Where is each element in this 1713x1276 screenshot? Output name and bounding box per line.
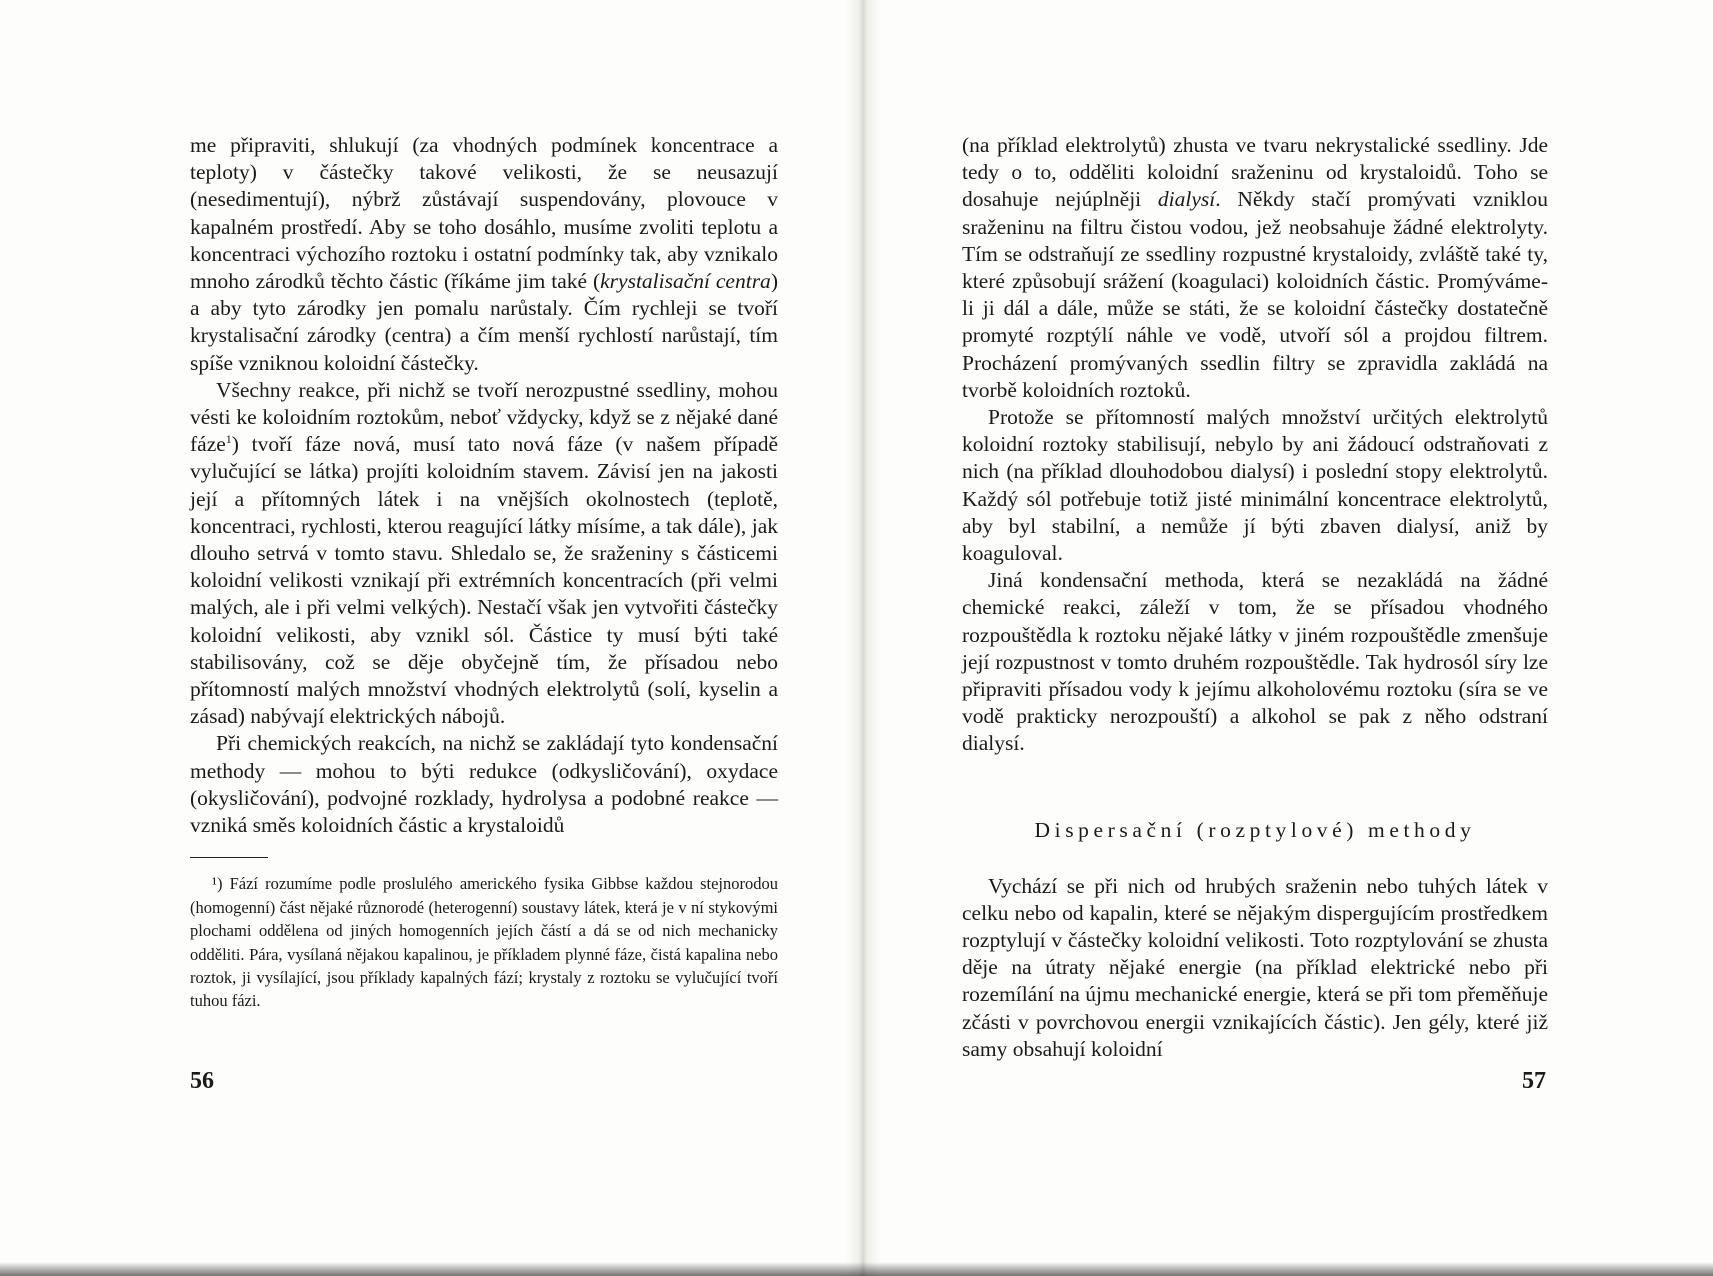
left-paragraph-1: me připraviti, shlukují (za vhodných podmínek koncentrace a teploty) v částečky takové velikosti, že se neusazují (nesedimentují), nýbrž zůstávají suspendovány, plovouce v kapalném prostředí. Aby se toho dosáhlo, musíme zvoliti teplotu a koncentraci výchozího roztoku i ostatní podmínky tak, aby vznikalo mnoho zárodků těchto částic (říkáme jim také (krystalisační centra) a aby tyto zárodky jen pomalu narůstaly. Čím rychleji se tvoří krystalisační zárodky (centra) a čím menší rychlostí narůstají, tím spíše vzniknou koloidní částečky. <box>190 133 778 375</box>
page-bottom-shadow <box>0 1262 1713 1276</box>
left-p1-text: me připraviti, shlukují (za vhodných podmínek koncentrace a teploty) v částečky takové velikosti, že se neusazují (nesedimentují), nýbrž zůstávají suspendovány, plovouce v kapalném prostředí. Aby se toho dosáhlo, musíme zvoliti teplotu a koncentraci výchozího roztoku i ostatní podmínky tak, aby vznikalo mnoho zárodků těchto částic (říkáme jim také <box>190 133 778 294</box>
right-paragraph-4: Vychází se při nich od hrubých sraženin nebo tuhých látek v celku nebo od kapalin, které se nějakým dispergujícím prostředkem rozptylují v částečky koloidní velikosti. Toto rozptylování se zhusta děje na útraty nějaké energie (na příklad elektrické nebo při rozemílání na újmu mechanické energie, která se při tom přeměňuje zčásti v povrchovou energii vznikajících částic). Jen gély, které již samy obsahují koloidní <box>962 873 1548 1061</box>
page-number-right: 57 <box>1522 1068 1546 1094</box>
left-p1-rest: ) a aby tyto zárodky jen pomalu narůstaly. Čím rychleji se tvoří krystalisační zárodky (centra) a čím menší rychlostí narůstají, tím spíše vzniknou koloidní částečky. <box>190 269 778 375</box>
footnote-ref: 1 <box>225 432 232 447</box>
right-p1-text: (na příklad elektrolytů) zhusta ve tvaru nekrystalické ssedliny. Jde tedy o to, odděliti koloidní sraženinu od krystaloidů. Toho se dosahuje nejúplněji <box>962 133 1548 212</box>
left-paragraph-3: Při chemických reakcích, na nichž se zakládají tyto kondensační methody — mohou to býti redukce (odkysličování), oxydace (okysličování), podvojné rozklady, hydrolysa a podobné reakce — vzniká směs koloidních částic a krystaloidů <box>190 731 778 838</box>
left-p1-italic: krystalisační centra <box>600 269 771 294</box>
right-paragraph-3: Jiná kondensační methoda, která se nezakládá na žádné chemické reakci, záleží v tom, že se přísadou vhodného rozpouštědla k roztoku nějaké látky v jiném rozpouštědle zmenšuje její rozpustnost v tomto druhém rozpouštědle. Tak hydrosól síry lze připraviti přísadou vody k jejímu alkoholovému roztoku (síra se ve vodě prakticky nerozpouští) a alkohol se pak z něho odstraní dialysí. <box>962 568 1548 756</box>
right-p1-italic: dialysí <box>1157 187 1216 212</box>
left-p2-text: Všechny reakce, při nichž se tvoří nerozpustné ssedliny, mohou vésti ke koloidním roztokům, neboť vždycky, když se z nějaké dané fáze <box>190 377 778 457</box>
page-number-left: 56 <box>190 1068 214 1094</box>
right-paragraph-2: Protože se přítomností malých množství určitých elektrolytů koloidní roztoky stabilisují, nebylo by ani žádoucí odstraňovati z nich (na příklad dlouhodobou dialysí) i poslední stopy elektrolytů. Každý sól potřebuje totiž jisté minimální koncentrace elektrolytů, aby byl stabilní, a nemůže jí býti zbaven dialysí, aniž by koaguloval. <box>962 405 1548 566</box>
section-heading: Dispersační (rozptylové) methody <box>1034 817 1476 842</box>
right-p1-rest: . Někdy stačí promývati vzniklou sraženinu na filtru čistou vodou, jež neobsahuje žádné elektrolyty. Tím se odstraňují ze ssedliny rozpustné krystaloidy, zvláště také ty, které způsobují srážení (koagulaci) koloidních částic. Promýváme-li ji dál a dále, může se státi, že se koloidní částečky dostatečně promyté rozptýlí náhle ve vodě, utvoří sól a projdou filtrem. Procházení promývaných ssedlin filtry se zpravidla zakládá na tvorbě koloidních roztoků. <box>962 187 1548 402</box>
left-p2-rest: ) tvoří fáze nová, musí tato nová fáze (v našem případě vylučující se látka) projíti koloidním stavem. Závisí jen na jakosti její a přítomných látek i na vnějších okolnostech (teplotě, koncentraci, rychlosti, kterou reagující látky mísíme, a tak dále), jak dlouho setrvá v tomto stavu. Shledalo se, že sraženiny s částicemi koloidní velikosti vznikají při extrémních koncentracích (při velmi malých, ale i při velmi velkých). Nestačí však jen vytvořiti částečky koloidní velikosti, aby vznikl sól. Částice ty musí býti také stabilisovány, což se děje obyčejně tím, že přísadou nebo přítomností malých množství vhodných elektrolytů (solí, kyselin a zásad) nabývají elektrických nábojů. <box>190 432 778 729</box>
left-paragraph-2 <box>190 377 778 731</box>
right-page <box>962 132 1548 1063</box>
book-gutter <box>846 0 880 1276</box>
footnote: ¹) Fází rozumíme podle proslulého amerického fysika Gibbse každou stejnorodou (homogenní) část nějaké různorodé (heterogenní) soustavy látek, která je v ní stykovými plochami oddělena od jiných homogenních jejích částí a dá se od nich mechanicky odděliti. Pára, vysílaná nějakou kapalinou, je příkladem plynné fáze, čistá kapalina nebo roztok, ji vysílající, jsou příklady kapalných fází; krystaly z roztoku se vylučující tvoří tuhou fázi. <box>190 874 778 1011</box>
right-paragraph-1 <box>962 132 1548 404</box>
left-page <box>190 132 778 1013</box>
footnote-rule <box>190 857 268 858</box>
